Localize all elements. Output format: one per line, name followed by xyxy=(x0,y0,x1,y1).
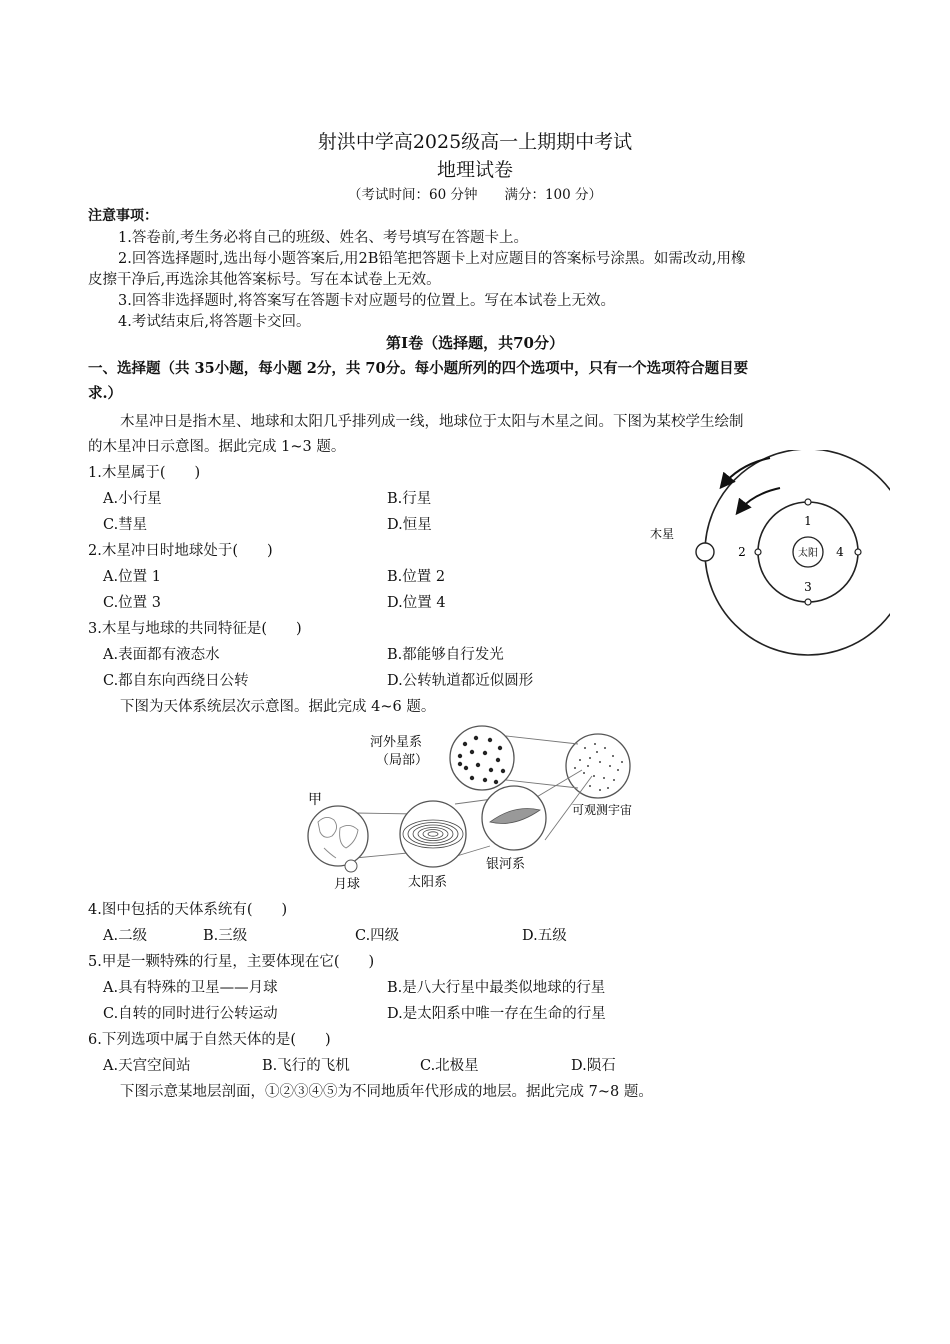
passage-text: 木星冲日是指木星、地球和太阳几乎排列成一线，地球位于太阳与木星之间。下图为某校学生绘制 xyxy=(120,414,744,430)
option: D.公转轨道都近似圆形 xyxy=(387,673,534,689)
option: D.五级 xyxy=(522,928,567,944)
option: A.天宫空间站 xyxy=(103,1058,191,1074)
question-stem: 1.木星属于( ) xyxy=(88,465,201,481)
option: C.四级 xyxy=(355,928,400,944)
extragalactic-sub-label: （局部） xyxy=(376,753,429,768)
notice-item: 4.考试结束后,将答题卡交回。 xyxy=(118,314,311,330)
option: A.具有特殊的卫星——月球 xyxy=(103,980,278,996)
question-stem: 5.甲是一颗特殊的行星，主要体现在它( ) xyxy=(88,954,375,970)
section-title: 第Ⅰ卷（选择题，共70分） xyxy=(386,334,564,352)
sun-label: 太阳 xyxy=(798,548,818,559)
exam-info: （考试时间：60 分钟 满分：100 分） xyxy=(347,187,603,203)
option: D.是太阳系中唯一存在生命的行星 xyxy=(387,1006,606,1022)
jupiter-planet xyxy=(696,543,714,561)
option: B.行星 xyxy=(387,491,432,507)
jupiter-label: 木星 xyxy=(650,527,675,541)
question-stem: 3.木星与地球的共同特征是( ) xyxy=(88,621,302,637)
exam-title: 射洪中学高2025级高一上期期中考试 xyxy=(317,131,633,153)
question-stem: 2.木星冲日时地球处于( ) xyxy=(88,543,273,559)
option: D.恒星 xyxy=(387,517,432,533)
moon-label: 月球 xyxy=(334,877,361,892)
passage-text: 的木星冲日示意图。据此完成 1~3 题。 xyxy=(88,439,346,455)
notice-item: 1.答卷前,考生务必将自己的班级、姓名、考号填写在答题卡上。 xyxy=(118,230,528,246)
option: C.都自东向西绕日公转 xyxy=(103,673,249,689)
option: A.小行星 xyxy=(103,491,162,507)
question-stem: 4.图中包括的天体系统有( ) xyxy=(88,902,288,918)
passage-text: 下图示意某地层剖面，①②③④⑤为不同地质年代形成的地层。据此完成 7~8 题。 xyxy=(120,1084,653,1100)
earth-globe xyxy=(308,806,368,866)
option: B.飞行的飞机 xyxy=(262,1058,350,1074)
position-label: 1 xyxy=(804,514,812,528)
position-label: 4 xyxy=(836,545,844,559)
question-stem: 6.下列选项中属于自然天体的是( ) xyxy=(88,1032,331,1048)
option: B.是八大行星中最类似地球的行星 xyxy=(387,980,606,996)
option: A.表面都有液态水 xyxy=(103,647,220,663)
jia-label: 甲 xyxy=(308,792,322,808)
section-instruction: 一、选择题（共 35小题，每小题 2分，共 70分。每小题所列的四个选项中，只有一个选项符合题目要 xyxy=(88,360,749,377)
position-marker xyxy=(755,549,761,555)
exam-subject: 地理试卷 xyxy=(436,159,513,181)
notice-heading: 注意事项： xyxy=(88,208,158,224)
option: A.位置 1 xyxy=(103,569,161,585)
notice-item: 3.回答非选择题时,将答案写在答题卡对应题号的位置上。写在本试卷上无效。 xyxy=(118,293,615,309)
option: C.彗星 xyxy=(103,517,148,533)
extragalactic-label: 河外星系 xyxy=(370,735,423,750)
notice-item: 皮擦干净后,再选涂其他答案标号。写在本试卷上无效。 xyxy=(88,272,441,288)
option: D.陨石 xyxy=(571,1058,616,1074)
option: B.三级 xyxy=(203,928,248,944)
outer-direction-arrow xyxy=(722,458,770,486)
passage-text: 下图为天体系统层次示意图。据此完成 4~6 题。 xyxy=(120,699,436,715)
option: D.位置 4 xyxy=(387,595,446,611)
notice-item: 2.回答选择题时,选出每小题答案后,用2B铅笔把答题卡上对应题目的答案标号涂黑。如需改动,用橡 xyxy=(118,251,746,267)
celestial-hierarchy-figure xyxy=(300,718,660,893)
observable-universe-label: 可观测宇宙 xyxy=(572,803,633,817)
solar-system-circle xyxy=(400,801,466,867)
solar-system-label: 太阳系 xyxy=(408,875,448,890)
galaxy-label: 银河系 xyxy=(486,857,526,872)
option: C.自转的同时进行公转运动 xyxy=(103,1006,278,1022)
option: C.位置 3 xyxy=(103,595,162,611)
option: A.二级 xyxy=(103,928,148,944)
section-instruction: 求.） xyxy=(88,385,123,402)
moon-circle xyxy=(345,860,357,872)
position-marker xyxy=(855,549,861,555)
option: B.都能够自行发光 xyxy=(387,647,504,663)
position-label: 3 xyxy=(804,580,812,594)
position-marker xyxy=(805,499,811,505)
option: B.位置 2 xyxy=(387,569,446,585)
option: C.北极星 xyxy=(420,1058,479,1074)
inner-direction-arrow xyxy=(738,488,780,512)
position-marker xyxy=(805,599,811,605)
jupiter-opposition-figure xyxy=(640,450,890,660)
position-label: 2 xyxy=(738,545,746,559)
